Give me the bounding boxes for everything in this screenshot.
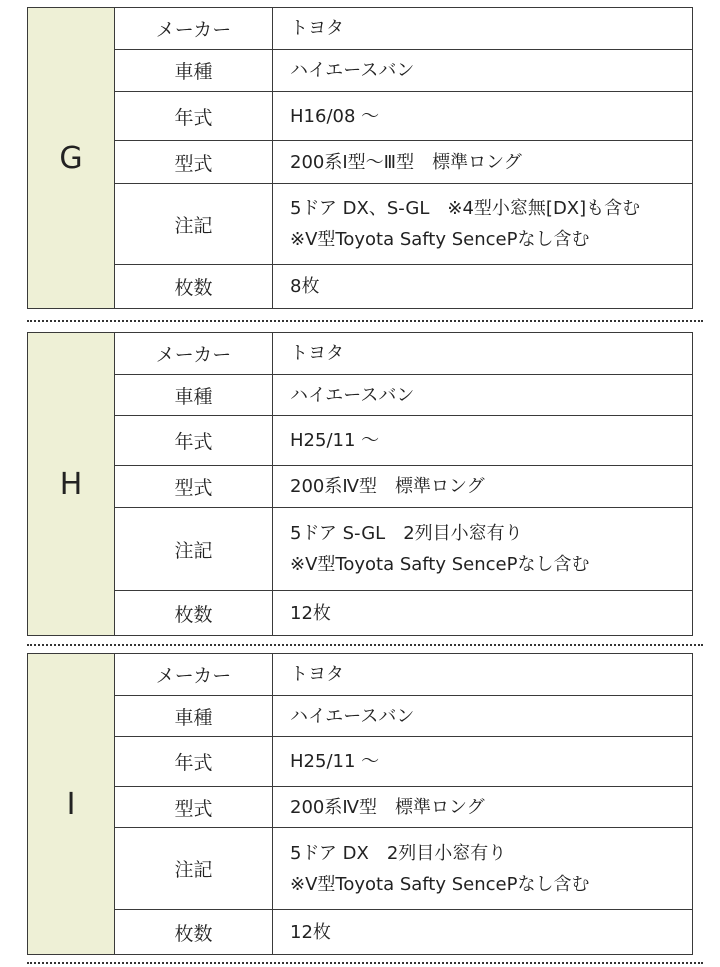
- spec-table-i: [27, 653, 693, 954]
- label-type: 型式: [115, 787, 273, 828]
- value-type: 200系Ⅳ型 標準ロング: [273, 787, 693, 828]
- notes-line-2: ※Ⅴ型Toyota Safty SencePなし含む: [290, 229, 590, 250]
- spec-table-g: [27, 7, 693, 308]
- value-count: 12枚: [273, 591, 693, 636]
- value-notes: [273, 184, 693, 265]
- value-count: 8枚: [273, 265, 693, 309]
- label-notes: 注記: [115, 184, 273, 265]
- notes-line-1: 5ドア S-GL 2列目小窓有り: [290, 523, 523, 544]
- model-code: I: [28, 654, 115, 955]
- value-model: ハイエースバン: [273, 375, 693, 416]
- notes-line-1: 5ドア DX、S-GL ※4型小窓無[DX]も含む: [290, 198, 641, 219]
- label-count: 枚数: [115, 265, 273, 309]
- label-model: 車種: [115, 696, 273, 737]
- value-year: H25/11 ～: [273, 416, 693, 466]
- dotted-divider: [27, 644, 703, 646]
- value-year: H16/08 ～: [273, 92, 693, 141]
- label-notes: 注記: [115, 508, 273, 591]
- value-notes: [273, 828, 693, 910]
- value-count: 12枚: [273, 910, 693, 955]
- value-maker: トヨタ: [273, 8, 693, 50]
- value-type: 200系Ⅰ型～Ⅲ型 標準ロング: [273, 141, 693, 184]
- label-count: 枚数: [115, 910, 273, 955]
- notes-line-1: 5ドア DX 2列目小窓有り: [290, 842, 507, 864]
- label-notes: 注記: [115, 828, 273, 910]
- notes-line-2: ※Ⅴ型Toyota Safty SencePなし含む: [290, 554, 590, 575]
- label-year: 年式: [115, 92, 273, 141]
- value-maker: トヨタ: [273, 333, 693, 375]
- label-type: 型式: [115, 141, 273, 184]
- value-year: H25/11 ～: [273, 737, 693, 787]
- label-maker: メーカー: [115, 8, 273, 50]
- spec-table-h: [27, 332, 693, 635]
- label-model: 車種: [115, 50, 273, 92]
- model-code: G: [28, 8, 115, 309]
- label-year: 年式: [115, 416, 273, 466]
- label-maker: メーカー: [115, 654, 273, 696]
- label-model: 車種: [115, 375, 273, 416]
- label-year: 年式: [115, 737, 273, 787]
- label-count: 枚数: [115, 591, 273, 636]
- value-maker: トヨタ: [273, 654, 693, 696]
- dotted-divider: [27, 962, 703, 964]
- value-type: 200系Ⅳ型 標準ロング: [273, 466, 693, 508]
- label-type: 型式: [115, 466, 273, 508]
- notes-line-2: ※Ⅴ型Toyota Safty SencePなし含む: [290, 873, 590, 895]
- value-model: ハイエースバン: [273, 696, 693, 737]
- value-model: ハイエースバン: [273, 50, 693, 92]
- value-notes: [273, 508, 693, 591]
- dotted-divider: [27, 320, 703, 322]
- label-maker: メーカー: [115, 333, 273, 375]
- model-code: H: [28, 333, 115, 636]
